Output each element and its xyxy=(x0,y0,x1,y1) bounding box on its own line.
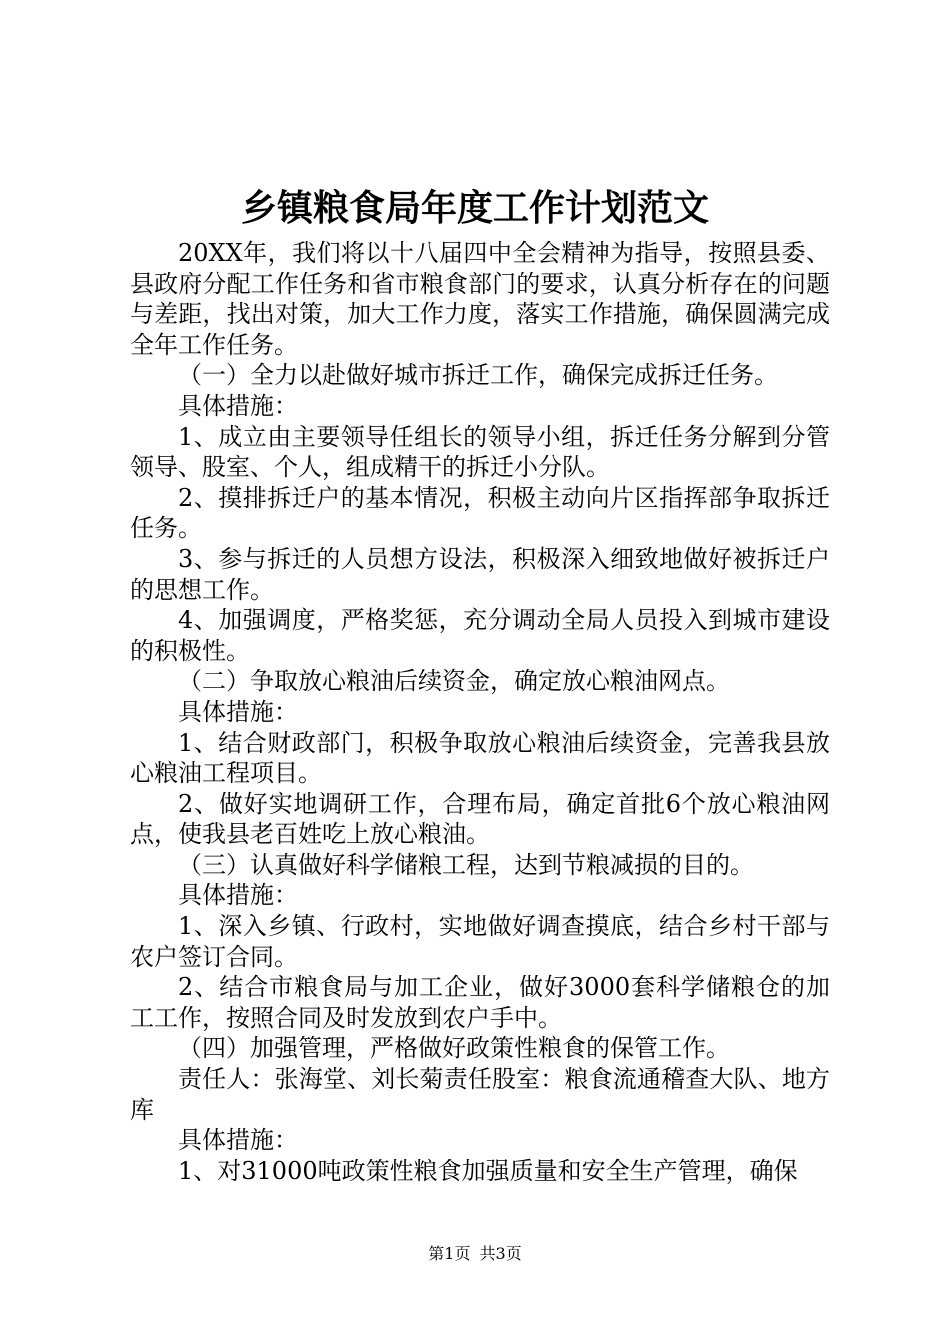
responsible-persons: 责任人：张海堂、刘长菊责任股室：粮食流通稽查大队、地方库 xyxy=(130,1065,830,1124)
page-number: 第1页 xyxy=(428,1244,471,1263)
measure-item: 1、成立由主要领导任组长的领导小组，拆迁任务分解到分管领导、股室、个人，组成精干的拆迁小分队。 xyxy=(130,422,830,482)
page-total: 共3页 xyxy=(479,1244,522,1263)
document-body xyxy=(130,238,830,1186)
page-footer xyxy=(0,1244,950,1264)
section-heading-1: （一）全力以赴做好城市拆迁工作，确保完成拆迁任务。 xyxy=(178,361,778,390)
measures-label: 具体措施： xyxy=(178,391,298,420)
measure-item: 1、对31000吨政策性粮食加强质量和安全生产管理，确保 xyxy=(178,1156,798,1185)
measure-item: 1、深入乡镇、行政村，实地做好调查摸底，结合乡村干部与农户签订合同。 xyxy=(130,912,830,971)
measure-item: 4、加强调度，严格奖惩，充分调动全局人员投入到城市建设的积极性。 xyxy=(130,606,830,665)
measures-label: 具体措施： xyxy=(178,1126,298,1155)
measures-label: 具体措施： xyxy=(178,697,298,726)
measures-label: 具体措施： xyxy=(178,881,298,910)
document-title: 乡镇粮食局年度工作计划范文 xyxy=(240,187,709,229)
measure-item: 2、结合市粮食局与加工企业，做好3000套科学储粮仓的加工工作，按照合同及时发放到农户手中。 xyxy=(130,973,830,1032)
measure-item: 2、摸排拆迁户的基本情况，积极主动向片区指挥部争取拆迁任务。 xyxy=(130,483,830,543)
section-heading-3: （三）认真做好科学储粮工程，达到节粮减损的目的。 xyxy=(178,850,754,879)
section-heading-2: （二）争取放心粮油后续资金，确定放心粮油网点。 xyxy=(178,667,730,696)
measure-item: 3、参与拆迁的人员想方设法，积极深入细致地做好被拆迁户的思想工作。 xyxy=(130,544,830,604)
section-heading-4: （四）加强管理，严格做好政策性粮食的保管工作。 xyxy=(178,1034,730,1063)
measure-item: 1、结合财政部门，积极争取放心粮油后续资金，完善我县放心粮油工程项目。 xyxy=(130,728,830,788)
measure-item: 2、做好实地调研工作，合理布局，确定首批6个放心粮油网点，使我县老百姓吃上放心粮油。 xyxy=(130,789,830,849)
intro-paragraph: 20XX年，我们将以十八届四中全会精神为指导，按照县委、县政府分配工作任务和省市粮食部门的要求，认真分析存在的问题与差距，找出对策，加大工作力度，落实工作措施，确保圆满完成全年工作任务。 xyxy=(130,239,830,359)
